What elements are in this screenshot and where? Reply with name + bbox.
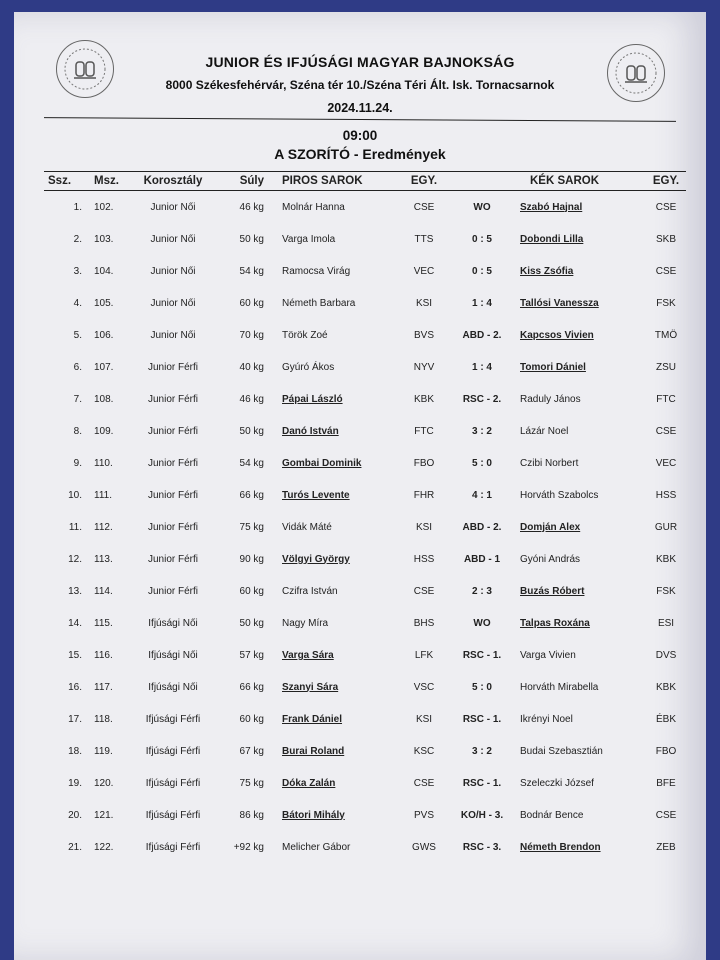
bout-result: KO/H - 3.	[460, 809, 504, 821]
table-row	[44, 287, 686, 319]
age-category: Junior Férfi	[147, 553, 198, 565]
red-corner-boxer: Danó István	[282, 425, 339, 437]
table-row	[44, 575, 686, 607]
bout-result: 3 : 2	[471, 425, 492, 437]
blue-corner-boxer: Dobondi Lilla	[520, 233, 584, 245]
blue-corner-club: ZEB	[656, 841, 676, 853]
red-corner-club: KSI	[415, 521, 433, 533]
results-subtitle: A SZORÍTÓ - Eredmények	[274, 146, 446, 162]
bout-number: 17.	[68, 713, 82, 725]
bout-number: 1.	[73, 201, 82, 213]
match-number: 104.	[94, 265, 114, 277]
red-corner-boxer: Dóka Zalán	[282, 777, 336, 789]
match-number: 107.	[94, 361, 114, 373]
blue-corner-club: ZSU	[656, 361, 676, 373]
table-row	[44, 639, 686, 671]
weight-class: 86 kg	[239, 809, 264, 821]
blue-corner-club: GUR	[654, 521, 678, 533]
red-corner-club: CSE	[413, 585, 435, 597]
age-category: Junior Férfi	[147, 489, 198, 501]
header-divider	[44, 117, 676, 122]
blue-corner-boxer: Tomori Dániel	[520, 361, 586, 373]
red-corner-club: FHR	[413, 489, 435, 501]
weight-class: 75 kg	[239, 521, 264, 533]
red-corner-club: HSS	[413, 553, 435, 565]
blue-corner-boxer: Czibi Norbert	[520, 457, 579, 469]
red-corner-club: VEC	[413, 265, 435, 277]
blue-corner-boxer: Tallósi Vanessza	[520, 297, 599, 309]
match-number: 121.	[94, 809, 114, 821]
col-kek-header: KÉK SAROK	[520, 172, 646, 191]
match-number: 112.	[94, 521, 113, 533]
blue-corner-club: FTC	[656, 393, 676, 405]
blue-corner-club: DVS	[655, 649, 677, 661]
table-row	[44, 671, 686, 703]
weight-class: 46 kg	[239, 201, 264, 213]
weight-class: 75 kg	[239, 777, 264, 789]
session-time: 09:00	[342, 128, 378, 143]
blue-corner-club: VEC	[655, 457, 677, 469]
bout-result: 3 : 2	[471, 745, 492, 757]
match-number: 108.	[94, 393, 114, 405]
age-category: Junior Női	[150, 233, 196, 245]
bout-result: 5 : 0	[471, 457, 492, 469]
blue-corner-club: ESI	[657, 617, 675, 629]
red-corner-boxer: Török Zoé	[282, 329, 328, 341]
weight-class: 46 kg	[239, 393, 264, 405]
blue-corner-club: FBO	[655, 745, 677, 757]
match-number: 118.	[94, 713, 113, 725]
table-row	[44, 319, 686, 351]
red-corner-club: PVS	[413, 809, 434, 821]
bout-result: RSC - 1.	[462, 649, 502, 661]
table-header-row	[44, 172, 686, 191]
event-date: 2024.11.24.	[327, 101, 393, 115]
age-category: Junior Női	[150, 297, 196, 309]
weight-class: 66 kg	[239, 489, 264, 501]
table-row	[44, 735, 686, 767]
match-number: 117.	[94, 681, 113, 693]
match-number: 109.	[94, 425, 114, 437]
blue-corner-boxer: Szeleczki József	[520, 777, 594, 789]
red-corner-boxer: Frank Dániel	[282, 713, 343, 725]
col-piros-header: PIROS SAROK	[272, 172, 404, 191]
col-msz-header: Msz.	[82, 172, 130, 191]
bout-result: ABD - 2.	[462, 329, 502, 341]
table-row	[44, 543, 686, 575]
bout-result: 0 : 5	[471, 233, 492, 245]
weight-class: +92 kg	[233, 841, 264, 853]
red-corner-club: KSI	[415, 713, 433, 725]
blue-corner-boxer: Gyóni András	[520, 553, 581, 565]
age-category: Ifjúsági Női	[148, 681, 198, 693]
match-number: 116.	[94, 649, 113, 661]
blue-corner-boxer: Szabó Hajnal	[520, 201, 583, 213]
red-corner-club: FTC	[414, 425, 434, 437]
blue-corner-club: KBK	[655, 681, 676, 693]
bout-number: 15.	[68, 649, 82, 661]
bout-result: RSC - 1.	[462, 713, 502, 725]
table-row	[44, 223, 686, 255]
red-corner-boxer: Burai Roland	[282, 745, 345, 757]
bout-number: 12.	[68, 553, 82, 565]
bout-number: 4.	[73, 297, 82, 309]
red-corner-boxer: Czifra István	[282, 585, 338, 597]
bout-number: 2.	[73, 233, 82, 245]
age-category: Junior Férfi	[147, 585, 198, 597]
blue-corner-boxer: Kiss Zsófia	[520, 265, 574, 277]
match-number: 113.	[94, 553, 113, 565]
table-row	[44, 767, 686, 799]
red-corner-boxer: Gyúró Ákos	[282, 361, 335, 373]
red-corner-boxer: Bátori Mihály	[282, 809, 345, 821]
match-number: 122.	[94, 841, 114, 853]
weight-class: 54 kg	[239, 265, 264, 277]
blue-corner-club: SKB	[655, 233, 676, 245]
blue-corner-boxer: Németh Brendon	[520, 841, 601, 853]
bout-result: RSC - 3.	[462, 841, 502, 853]
blue-corner-boxer: Budai Szebasztián	[520, 745, 603, 757]
bout-result: WO	[473, 201, 491, 213]
blue-corner-club: CSE	[655, 809, 677, 821]
table-row	[44, 607, 686, 639]
match-number: 115.	[94, 617, 113, 629]
bout-number: 7.	[73, 393, 82, 405]
bout-number: 21.	[68, 841, 82, 853]
red-corner-club: CSE	[413, 777, 435, 789]
red-corner-club: NYV	[413, 361, 435, 373]
bout-result: RSC - 1.	[462, 777, 502, 789]
red-corner-boxer: Németh Barbara	[282, 297, 356, 309]
bout-number: 11.	[68, 521, 82, 533]
match-number: 110.	[94, 457, 113, 469]
age-category: Junior Női	[150, 265, 196, 277]
red-corner-club: LFK	[414, 649, 434, 661]
weight-class: 40 kg	[239, 361, 264, 373]
col-suly-header: Súly	[216, 172, 272, 191]
bout-result: ABD - 1	[463, 553, 501, 565]
weight-class: 67 kg	[239, 745, 264, 757]
weight-class: 60 kg	[239, 585, 264, 597]
blue-corner-boxer: Raduly János	[520, 393, 581, 405]
bout-result: WO	[473, 617, 491, 629]
bout-result: 4 : 1	[471, 489, 492, 501]
col-egy-blue-header: EGY.	[646, 172, 686, 191]
boxing-club-seal-icon	[607, 44, 665, 102]
blue-corner-club: BFE	[656, 777, 676, 789]
col-egy-red-header: EGY.	[404, 172, 444, 191]
red-corner-boxer: Nagy Míra	[282, 617, 329, 629]
weight-class: 66 kg	[239, 681, 264, 693]
age-category: Ifjúsági Férfi	[145, 713, 201, 725]
championship-title: JUNIOR ÉS IFJÚSÁGI MAGYAR BAJNOKSÁG	[205, 54, 515, 70]
red-corner-boxer: Gombai Dominik	[282, 457, 362, 469]
red-corner-club: VSC	[413, 681, 435, 693]
red-corner-club: FBO	[413, 457, 435, 469]
weight-class: 60 kg	[239, 297, 264, 309]
red-corner-boxer: Vidák Máté	[282, 521, 332, 533]
red-corner-boxer: Szanyi Sára	[282, 681, 339, 693]
red-corner-club: GWS	[412, 841, 436, 853]
age-category: Ifjúsági Férfi	[145, 745, 201, 757]
col-korosztaly-header: Korosztály	[130, 172, 216, 191]
blue-corner-club: CSE	[655, 201, 677, 213]
bout-result: 5 : 0	[471, 681, 492, 693]
match-number: 106.	[94, 329, 114, 341]
match-number: 114.	[94, 585, 113, 597]
blue-corner-boxer: Varga Vivien	[520, 649, 576, 661]
blue-corner-boxer: Talpas Roxána	[520, 617, 590, 629]
red-corner-club: KSC	[413, 745, 435, 757]
red-corner-club: KSI	[415, 297, 433, 309]
weight-class: 57 kg	[239, 649, 264, 661]
table-row	[44, 703, 686, 735]
match-number: 120.	[94, 777, 114, 789]
bout-number: 3.	[73, 265, 82, 277]
match-number: 103.	[94, 233, 114, 245]
table-row	[44, 479, 686, 511]
age-category: Junior Férfi	[147, 457, 198, 469]
red-corner-club: KBK	[413, 393, 434, 405]
blue-corner-club: HSS	[655, 489, 677, 501]
red-corner-boxer: Varga Sára	[282, 649, 334, 661]
bout-number: 19.	[68, 777, 82, 789]
match-number: 105.	[94, 297, 114, 309]
age-category: Ifjúsági Férfi	[145, 841, 201, 853]
blue-corner-boxer: Domján Alex	[520, 521, 581, 533]
blue-corner-club: CSE	[655, 425, 677, 437]
age-category: Junior Női	[150, 329, 196, 341]
bout-number: 18.	[68, 745, 82, 757]
bout-result: 1 : 4	[471, 361, 492, 373]
bout-number: 20.	[68, 809, 82, 821]
table-row	[44, 511, 686, 543]
red-corner-boxer: Pápai László	[282, 393, 343, 405]
weight-class: 70 kg	[239, 329, 264, 341]
red-corner-boxer: Völgyi György	[282, 553, 350, 565]
table-row	[44, 255, 686, 287]
red-corner-boxer: Turós Levente	[282, 489, 350, 501]
age-category: Junior Női	[150, 201, 196, 213]
bout-result: RSC - 2.	[462, 393, 502, 405]
blue-corner-club: FSK	[656, 297, 676, 309]
red-corner-club: TTS	[414, 233, 434, 245]
table-row	[44, 415, 686, 447]
bout-result: ABD - 2.	[462, 521, 502, 533]
age-category: Ifjúsági Férfi	[145, 809, 201, 821]
bout-number: 10.	[68, 489, 82, 501]
red-corner-boxer: Varga Imola	[282, 233, 336, 245]
weight-class: 90 kg	[239, 553, 264, 565]
age-category: Ifjúsági Női	[148, 649, 198, 661]
bout-number: 14.	[68, 617, 82, 629]
blue-corner-boxer: Horváth Szabolcs	[520, 489, 599, 501]
blue-corner-club: KBK	[655, 553, 676, 565]
bout-number: 9.	[73, 457, 82, 469]
red-corner-club: CSE	[413, 201, 435, 213]
table-row	[44, 351, 686, 383]
weight-class: 54 kg	[239, 457, 264, 469]
blue-corner-club: ÉBK	[655, 713, 676, 725]
age-category: Junior Férfi	[147, 425, 198, 437]
weight-class: 50 kg	[239, 233, 264, 245]
age-category: Junior Férfi	[147, 393, 198, 405]
match-number: 102.	[94, 201, 114, 213]
match-number: 111.	[94, 489, 112, 501]
bout-number: 8.	[73, 425, 82, 437]
red-corner-club: BHS	[413, 617, 435, 629]
bout-result: 1 : 4	[471, 297, 492, 309]
col-result-header	[444, 172, 520, 191]
bout-result: 2 : 3	[471, 585, 492, 597]
bout-number: 6.	[73, 361, 82, 373]
blue-corner-club: FSK	[656, 585, 676, 597]
blue-corner-boxer: Buzás Róbert	[520, 585, 585, 597]
bout-result: 0 : 5	[471, 265, 492, 277]
col-ssz-header: Ssz.	[44, 172, 82, 191]
bout-number: 5.	[73, 329, 82, 341]
weight-class: 50 kg	[239, 425, 264, 437]
red-corner-club: BVS	[413, 329, 434, 341]
blue-corner-boxer: Horváth Mirabella	[520, 681, 599, 693]
table-row	[44, 383, 686, 415]
results-table	[44, 171, 686, 863]
weight-class: 50 kg	[239, 617, 264, 629]
red-corner-boxer: Ramocsa Virág	[282, 265, 351, 277]
age-category: Junior Férfi	[147, 361, 198, 373]
table-row	[44, 831, 686, 863]
blue-corner-boxer: Ikrényi Noel	[520, 713, 573, 725]
blue-corner-club: CSE	[655, 265, 677, 277]
blue-corner-boxer: Lázár Noel	[520, 425, 569, 437]
age-category: Ifjúsági Női	[148, 617, 198, 629]
weight-class: 60 kg	[239, 713, 264, 725]
blue-corner-boxer: Bodnár Bence	[520, 809, 584, 821]
bout-number: 16.	[68, 681, 82, 693]
blue-corner-boxer: Kapcsos Vivien	[520, 329, 594, 341]
age-category: Ifjúsági Férfi	[145, 777, 201, 789]
age-category: Junior Férfi	[147, 521, 198, 533]
table-row	[44, 191, 686, 224]
match-number: 119.	[94, 745, 113, 757]
venue-address: 8000 Székesfehérvár, Széna tér 10./Széna Téri Ált. Isk. Tornacsarnok	[165, 78, 555, 92]
table-row	[44, 447, 686, 479]
blue-corner-club: TMÖ	[654, 329, 678, 341]
bout-number: 13.	[68, 585, 82, 597]
results-sheet	[14, 12, 706, 960]
table-row	[44, 799, 686, 831]
red-corner-boxer: Molnár Hanna	[282, 201, 345, 213]
red-corner-boxer: Melicher Gábor	[282, 841, 351, 853]
